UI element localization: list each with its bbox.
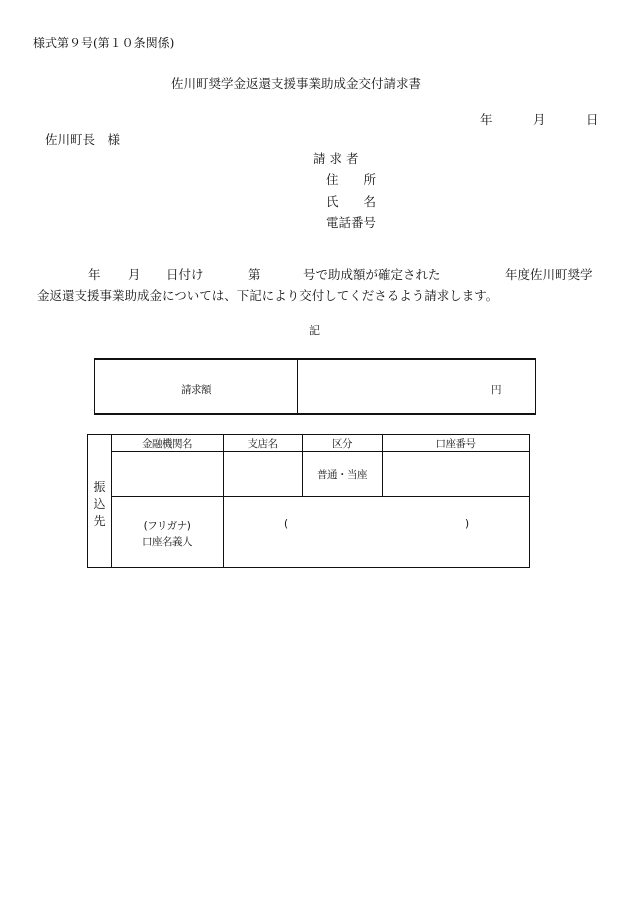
body-no-suffix: 号で助成額が確定された [303,267,441,282]
date-month-label: 月 [533,112,546,127]
amount-unit: 円 [491,384,501,396]
body-year: 年 [88,267,101,282]
requester-heading: 請 求 者 [313,151,359,166]
page-title: 佐川町奨学金返還支援事業助成金交付請求書 [171,76,422,91]
transfer-side-label: 振 込 先 [93,480,106,528]
header-branch-name: 支店名 [247,438,278,450]
phone-label: 電話番号 [326,215,377,230]
body-line-2: 金返還支援事業助成金については、下記により交付してくださるよう請求します。 [37,288,499,303]
ki-label: 記 [309,324,320,337]
furigana-label: (フリガナ) [143,520,191,532]
header-bank-name: 金融機関名 [142,438,192,450]
addressee: 佐川町長 様 [45,132,121,147]
amount-table [94,358,536,415]
amount-label: 請求額 [181,384,211,396]
transfer-table [87,434,530,568]
holder-paren-close: ) [465,518,469,530]
body-no-prefix: 第 [248,267,261,282]
name-label: 氏 名 [326,194,377,209]
body-day: 日付け [166,267,204,282]
body-fiscal-year: 年度佐川町奨学 [505,267,593,282]
header-account-type: 区分 [332,438,352,450]
address-label: 住 所 [326,172,377,187]
account-holder-label: 口座名義人 [142,536,192,548]
form-number: 様式第９号(第１０条関係) [33,36,175,50]
header-account-number: 口座番号 [435,438,476,450]
date-day-label: 日 [586,112,599,127]
account-type-value: 普通・当座 [317,469,367,481]
body-month: 月 [128,267,141,282]
date-year-label: 年 [480,112,493,127]
holder-paren-open: ( [284,518,288,530]
